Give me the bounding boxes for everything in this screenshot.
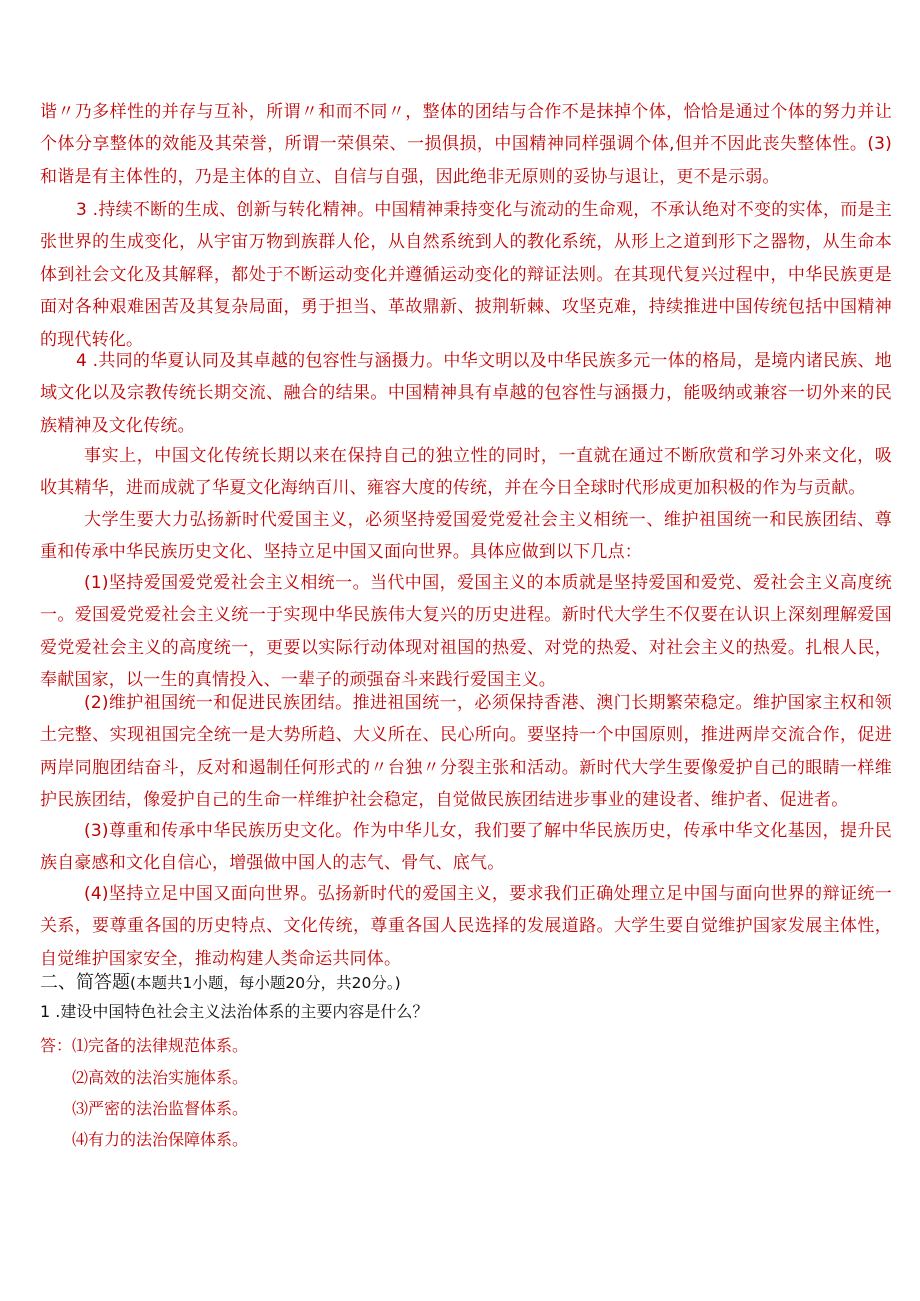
answer-line-2: ⑵高效的法治实施体系。 xyxy=(72,1068,249,1087)
paragraph-item-1: (1)坚持爱国爱党爱社会主义相统一。当代中国，爱国主义的本质就是坚持爱国和爱党、爱社会主义高度统一。爱国爱党爱社会主义统一于实现中华民族伟大复兴的历史进程。新时代大学生不仅要在认识上深刻理解爱国爱党爱社会主义的高度统一，更要以实际行动体现对祖国的热爱、对党的热爱、对社会主义的热爱。扎根人民，奉献国家，以一生的真情投入、一辈子的顽强奋斗来践行爱国主义。 xyxy=(40,573,892,691)
paragraph-point-4: 4 .共同的华夏认同及其卓越的包容性与涵摄力。中华文明以及中华民族多元一体的格局，是境内诸民族、地域文化以及宗教传统长期交流、融合的结果。中国精神具有卓越的包容性与涵摄力，能吸纳或兼容一切外来的民族精神及文化传统。 xyxy=(40,351,892,436)
paragraph-harmony-continuation: 谐〃乃多样性的并存与互补，所谓〃和而不同〃，整体的团结与合作不是抹掉个体，恰恰是通过个体的努力并让个体分享整体的效能及其荣誉，所谓一荣俱荣、一损俱损，中国精神同样强调个体,但并不因此丧失整体性。(3)和谐是有主体性的，乃是主体的自立、自信与自强，因此绝非无原则的妥协与退让，更不是示弱。 xyxy=(40,102,892,187)
answer-line-3: ⑶严密的法治监督体系。 xyxy=(72,1099,249,1118)
section-heading xyxy=(40,969,401,997)
paragraph-item-2: (2)维护祖国统一和促进民族团结。推进祖国统一，必须保持香港、澳门长期繁荣稳定。维护国家主权和领土完整、实现祖国完全统一是大势所趋、大义所在、民心所向。要坚持一个中国原则，推进两岸交流合作，促进两岸同胞团结奋斗，反对和遏制任何形式的〃台独〃分裂主张和活动。新时代大学生要像爱护自己的眼睛一样维护民族团结，像爱护自己的生命一样维护社会稳定，自觉做民族团结进步事业的建设者、维护者、促进者。 xyxy=(40,693,892,811)
answer-line-1: 答：⑴完备的法律规范体系。 xyxy=(40,1036,249,1055)
paragraph-point-3: 3 .持续不断的生成、创新与转化精神。中国精神秉持变化与流动的生命观，不承认绝对不变的实体，而是主张世界的生成变化，从宇宙万物到族群人伦，从自然系统到人的教化系统，从形上之道到形下之器物，从生命本体到社会文化及其解释，都处于不断运动变化并遵循运动变化的辩证法则。在其现代复兴过程中，中华民族更是面对各种艰难困苦及其复杂局面，勇于担当、革故鼎新、披荆斩棘、攻坚克难，持续推进中国传统包括中国精神的现代转化。 xyxy=(40,200,892,350)
section-note: (本题共1小题，每小题20分，共20分。) xyxy=(130,974,401,992)
section-title: 二、简答题 xyxy=(40,972,130,993)
paragraph-in-fact: 事实上，中国文化传统长期以来在保持自己的独立性的同时，一直就在通过不断欣赏和学习外来文化，吸收其精华，进而成就了华夏文化海纳百川、雍容大度的传统，并在今日全球时代形成更加积极的作为与贡献。 xyxy=(40,446,892,499)
paragraph-item-4: (4)坚持立足中国又面向世界。弘扬新时代的爱国主义，要求我们正确处理立足中国与面向世界的辩证统一关系，要尊重各国的历史特点、文化传统，尊重各国人民选择的发展道路。大学生要自觉维护国家发展主体性，自觉维护国家安全，推动构建人类命运共同体。 xyxy=(40,884,892,969)
question-text: 1 .建设中国特色社会主义法治体系的主要内容是什么？ xyxy=(40,1002,429,1021)
paragraph-students-patriotism: 大学生要大力弘扬新时代爱国主义，必须坚持爱国爱党爱社会主义相统一、维护祖国统一和民族团结、尊重和传承中华民族历史文化、坚持立足中国又面向世界。具体应做到以下几点： xyxy=(40,510,892,563)
paragraph-item-3: (3)尊重和传承中华民族历史文化。作为中华儿女，我们要了解中华民族历史，传承中华文化基因，提升民族自豪感和文化自信心，增强做中国人的志气、骨气、底气。 xyxy=(40,821,892,874)
answer-line-4: ⑷有力的法治保障体系。 xyxy=(72,1130,249,1149)
